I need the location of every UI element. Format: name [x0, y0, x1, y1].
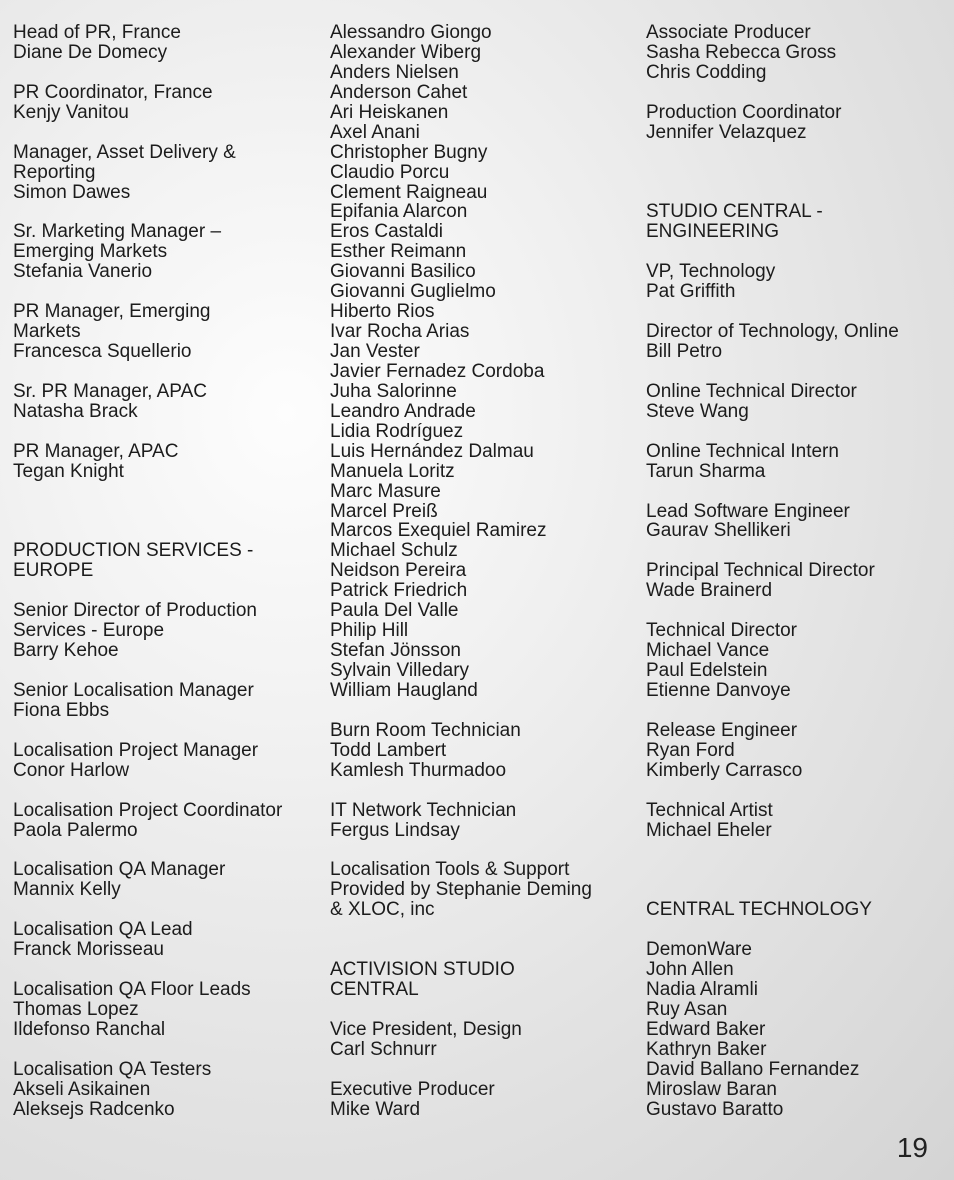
spacer: [13, 282, 318, 302]
credits-column-left: [13, 23, 318, 1120]
spacer: [330, 1000, 635, 1020]
credit-line: Production Coordinator: [646, 101, 842, 123]
credit-line: Tegan Knight: [13, 460, 124, 482]
credit-line: Localisation Project Manager: [13, 739, 259, 761]
spacer: [13, 781, 318, 801]
credit-line: Eros Castaldi: [330, 221, 443, 243]
spacer: [13, 422, 318, 442]
credit-line: Kenjy Vanitou: [13, 101, 129, 123]
credit-line: Michael Schulz: [330, 540, 458, 562]
credit-line: Anderson Cahet: [330, 81, 468, 103]
credit-line: Franck Morisseau: [13, 939, 164, 961]
credit-line: Stefan Jönsson: [330, 640, 461, 662]
credit-line: Ruy Asan: [646, 998, 728, 1020]
credit-line: Online Technical Director: [646, 380, 857, 402]
credit-line: Epifania Alarcon: [330, 201, 468, 223]
spacer: [13, 63, 318, 83]
credit-line: Manager, Asset Delivery &: [13, 141, 236, 163]
credit-line: Reporting: [13, 161, 96, 183]
credit-line: Lead Software Engineer: [646, 500, 850, 522]
credit-line: Executive Producer: [330, 1078, 495, 1100]
credit-line: Tarun Sharma: [646, 460, 766, 482]
spacer: [13, 960, 318, 980]
spacer: [13, 721, 318, 741]
credit-line: CENTRAL TECHNOLOGY: [646, 899, 872, 921]
credit-line: Neidson Pereira: [330, 560, 467, 582]
credit-line: Kathryn Baker: [646, 1038, 767, 1060]
credit-line: CENTRAL: [330, 979, 419, 1000]
credit-line: Localisation QA Testers: [13, 1058, 212, 1080]
credit-line: Kamlesh Thurmadoo: [330, 759, 507, 781]
credit-line: Patrick Friedrich: [330, 580, 468, 602]
spacer: [13, 362, 318, 382]
credit-line: Markets: [13, 321, 81, 343]
credit-line: Juha Salorinne: [330, 380, 457, 402]
credit-line: PR Manager, Emerging: [13, 301, 211, 323]
credit-line: Conor Harlow: [13, 759, 130, 781]
spacer: [646, 83, 951, 103]
credit-line: Head of PR, France: [13, 22, 181, 43]
credit-line: Fiona Ebbs: [13, 699, 110, 721]
credit-line: Sasha Rebecca Gross: [646, 41, 837, 63]
credit-line: PR Coordinator, France: [13, 81, 213, 103]
credit-line: Michael Eheler: [646, 819, 772, 841]
credit-line: Edward Baker: [646, 1018, 766, 1040]
spacer: [13, 1040, 318, 1060]
spacer: [646, 541, 951, 561]
credit-line: Gustavo Baratto: [646, 1098, 784, 1120]
credit-line: Christopher Bugny: [330, 141, 488, 163]
credit-line: Release Engineer: [646, 719, 798, 741]
credit-line: Marcos Exequiel Ramirez: [330, 520, 547, 542]
spacer: [13, 202, 318, 222]
spacer: [330, 1060, 635, 1080]
credit-line: Anders Nielsen: [330, 61, 459, 83]
credit-line: Localisation QA Manager: [13, 859, 226, 881]
credit-line: PR Manager, APAC: [13, 440, 179, 462]
credit-line: Claudio Porcu: [330, 161, 450, 183]
credit-line: Vice President, Design: [330, 1018, 522, 1040]
credit-line: DemonWare: [646, 939, 752, 961]
credit-line: EUROPE: [13, 560, 94, 582]
credit-line: Principal Technical Director: [646, 560, 875, 582]
credit-line: Javier Fernadez Cordoba: [330, 360, 545, 382]
credit-line: Senior Director of Production: [13, 600, 257, 622]
spacer: [330, 781, 635, 801]
credit-line: Alessandro Giongo: [330, 22, 492, 43]
credit-line: Fergus Lindsay: [330, 819, 460, 841]
credit-line: Services - Europe: [13, 620, 165, 642]
credit-line: Wade Brainerd: [646, 580, 773, 602]
credit-line: Director of Technology, Online: [646, 321, 899, 343]
credit-line: Miroslaw Baran: [646, 1078, 777, 1100]
credit-line: Natasha Brack: [13, 400, 138, 422]
credit-line: Simon Dawes: [13, 181, 131, 203]
credit-line: Leandro Andrade: [330, 400, 476, 422]
credit-line: Provided by Stephanie Deming: [330, 879, 592, 901]
credit-line: Localisation Tools & Support: [330, 859, 570, 881]
spacer: [646, 920, 951, 940]
spacer: [646, 781, 951, 801]
spacer: [330, 840, 635, 860]
credit-line: Nadia Alramli: [646, 979, 758, 1000]
credit-line: Aleksejs Radcenko: [13, 1098, 175, 1120]
credit-line: Emerging Markets: [13, 241, 168, 263]
credit-line: Diane De Domecy: [13, 41, 168, 63]
credit-line: Philip Hill: [330, 620, 409, 642]
spacer: [330, 940, 635, 960]
spacer: [646, 143, 951, 163]
credit-line: Ivar Rocha Arias: [330, 321, 470, 343]
credit-line: Luis Hernández Dalmau: [330, 440, 534, 462]
credit-line: Marcel Preiß: [330, 500, 438, 522]
credit-line: Technical Director: [646, 620, 797, 642]
spacer: [13, 581, 318, 601]
credit-line: Todd Lambert: [330, 739, 447, 761]
spacer: [646, 362, 951, 382]
credit-line: Kimberly Carrasco: [646, 759, 803, 781]
spacer: [330, 920, 635, 940]
credit-line: STUDIO CENTRAL -: [646, 201, 823, 223]
credit-line: Steve Wang: [646, 400, 749, 422]
spacer: [646, 242, 951, 262]
credit-line: John Allen: [646, 959, 734, 981]
credit-line: Lidia Rodríguez: [330, 420, 464, 442]
credit-line: Alexander Wiberg: [330, 41, 482, 63]
credit-line: Bill Petro: [646, 341, 723, 362]
credit-line: Marc Masure: [330, 480, 441, 502]
credit-line: Esther Reimann: [330, 241, 467, 263]
credit-line: Chris Codding: [646, 61, 767, 83]
credit-line: Mike Ward: [330, 1098, 421, 1120]
credit-line: Ryan Ford: [646, 739, 735, 761]
spacer: [646, 183, 951, 203]
credit-line: Localisation QA Lead: [13, 919, 193, 941]
credit-line: Barry Kehoe: [13, 640, 119, 662]
spacer: [330, 701, 635, 721]
credit-line: VP, Technology: [646, 261, 776, 283]
spacer: [13, 521, 318, 541]
credit-line: Paul Edelstein: [646, 660, 768, 681]
credit-line: Mannix Kelly: [13, 879, 121, 901]
credit-line: Sylvain Villedary: [330, 660, 470, 681]
credit-line: IT Network Technician: [330, 799, 517, 821]
credit-line: Senior Localisation Manager: [13, 679, 254, 701]
credit-line: Carl Schnurr: [330, 1038, 437, 1060]
spacer: [13, 502, 318, 522]
credit-line: Ari Heiskanen: [330, 101, 449, 123]
spacer: [13, 661, 318, 681]
spacer: [646, 422, 951, 442]
spacer: [646, 601, 951, 621]
credit-line: Giovanni Guglielmo: [330, 281, 496, 303]
credit-line: Online Technical Intern: [646, 440, 839, 462]
spacer: [646, 840, 951, 860]
credit-line: ENGINEERING: [646, 221, 780, 243]
spacer: [646, 302, 951, 322]
credit-line: Thomas Lopez: [13, 998, 139, 1020]
credit-line: & XLOC, inc: [330, 899, 435, 921]
credit-line: Jennifer Velazquez: [646, 121, 807, 143]
credit-line: Stefania Vanerio: [13, 261, 153, 283]
spacer: [13, 840, 318, 860]
spacer: [646, 880, 951, 900]
spacer: [13, 123, 318, 143]
page-number: 19: [896, 1132, 928, 1163]
credit-line: ACTIVISION STUDIO: [330, 959, 515, 981]
credit-line: Akseli Asikainen: [13, 1078, 151, 1100]
credit-line: Michael Vance: [646, 640, 770, 662]
credit-line: David Ballano Fernandez: [646, 1058, 860, 1080]
credit-line: Axel Anani: [330, 121, 420, 143]
credit-line: Etienne Danvoye: [646, 679, 791, 701]
credit-line: Hiberto Rios: [330, 301, 435, 323]
spacer: [13, 900, 318, 920]
credit-line: Localisation Project Coordinator: [13, 799, 283, 821]
credit-line: Paula Del Valle: [330, 600, 459, 622]
spacer: [13, 482, 318, 502]
credit-line: Burn Room Technician: [330, 719, 521, 741]
spacer: [646, 163, 951, 183]
credit-line: Associate Producer: [646, 22, 811, 43]
credit-line: Localisation QA Floor Leads: [13, 979, 251, 1000]
spacer: [646, 482, 951, 502]
credit-line: Technical Artist: [646, 799, 773, 821]
credits-column-middle: [330, 23, 635, 1120]
credit-line: Ildefonso Ranchal: [13, 1018, 166, 1040]
credit-line: Pat Griffith: [646, 281, 736, 303]
credit-line: Jan Vester: [330, 341, 420, 362]
credit-line: PRODUCTION SERVICES -: [13, 540, 254, 562]
credit-line: Manuela Loritz: [330, 460, 455, 482]
spacer: [646, 860, 951, 880]
credit-line: Clement Raigneau: [330, 181, 488, 203]
credit-line: Paola Palermo: [13, 819, 138, 841]
credit-line: Giovanni Basilico: [330, 261, 476, 283]
spacer: [646, 701, 951, 721]
credit-line: Francesca Squellerio: [13, 341, 192, 362]
credit-line: Sr. Marketing Manager –: [13, 221, 222, 243]
credits-column-right: [646, 23, 951, 1120]
credit-line: William Haugland: [330, 679, 478, 701]
credit-line: Sr. PR Manager, APAC: [13, 380, 207, 402]
credit-line: Gaurav Shellikeri: [646, 520, 791, 542]
